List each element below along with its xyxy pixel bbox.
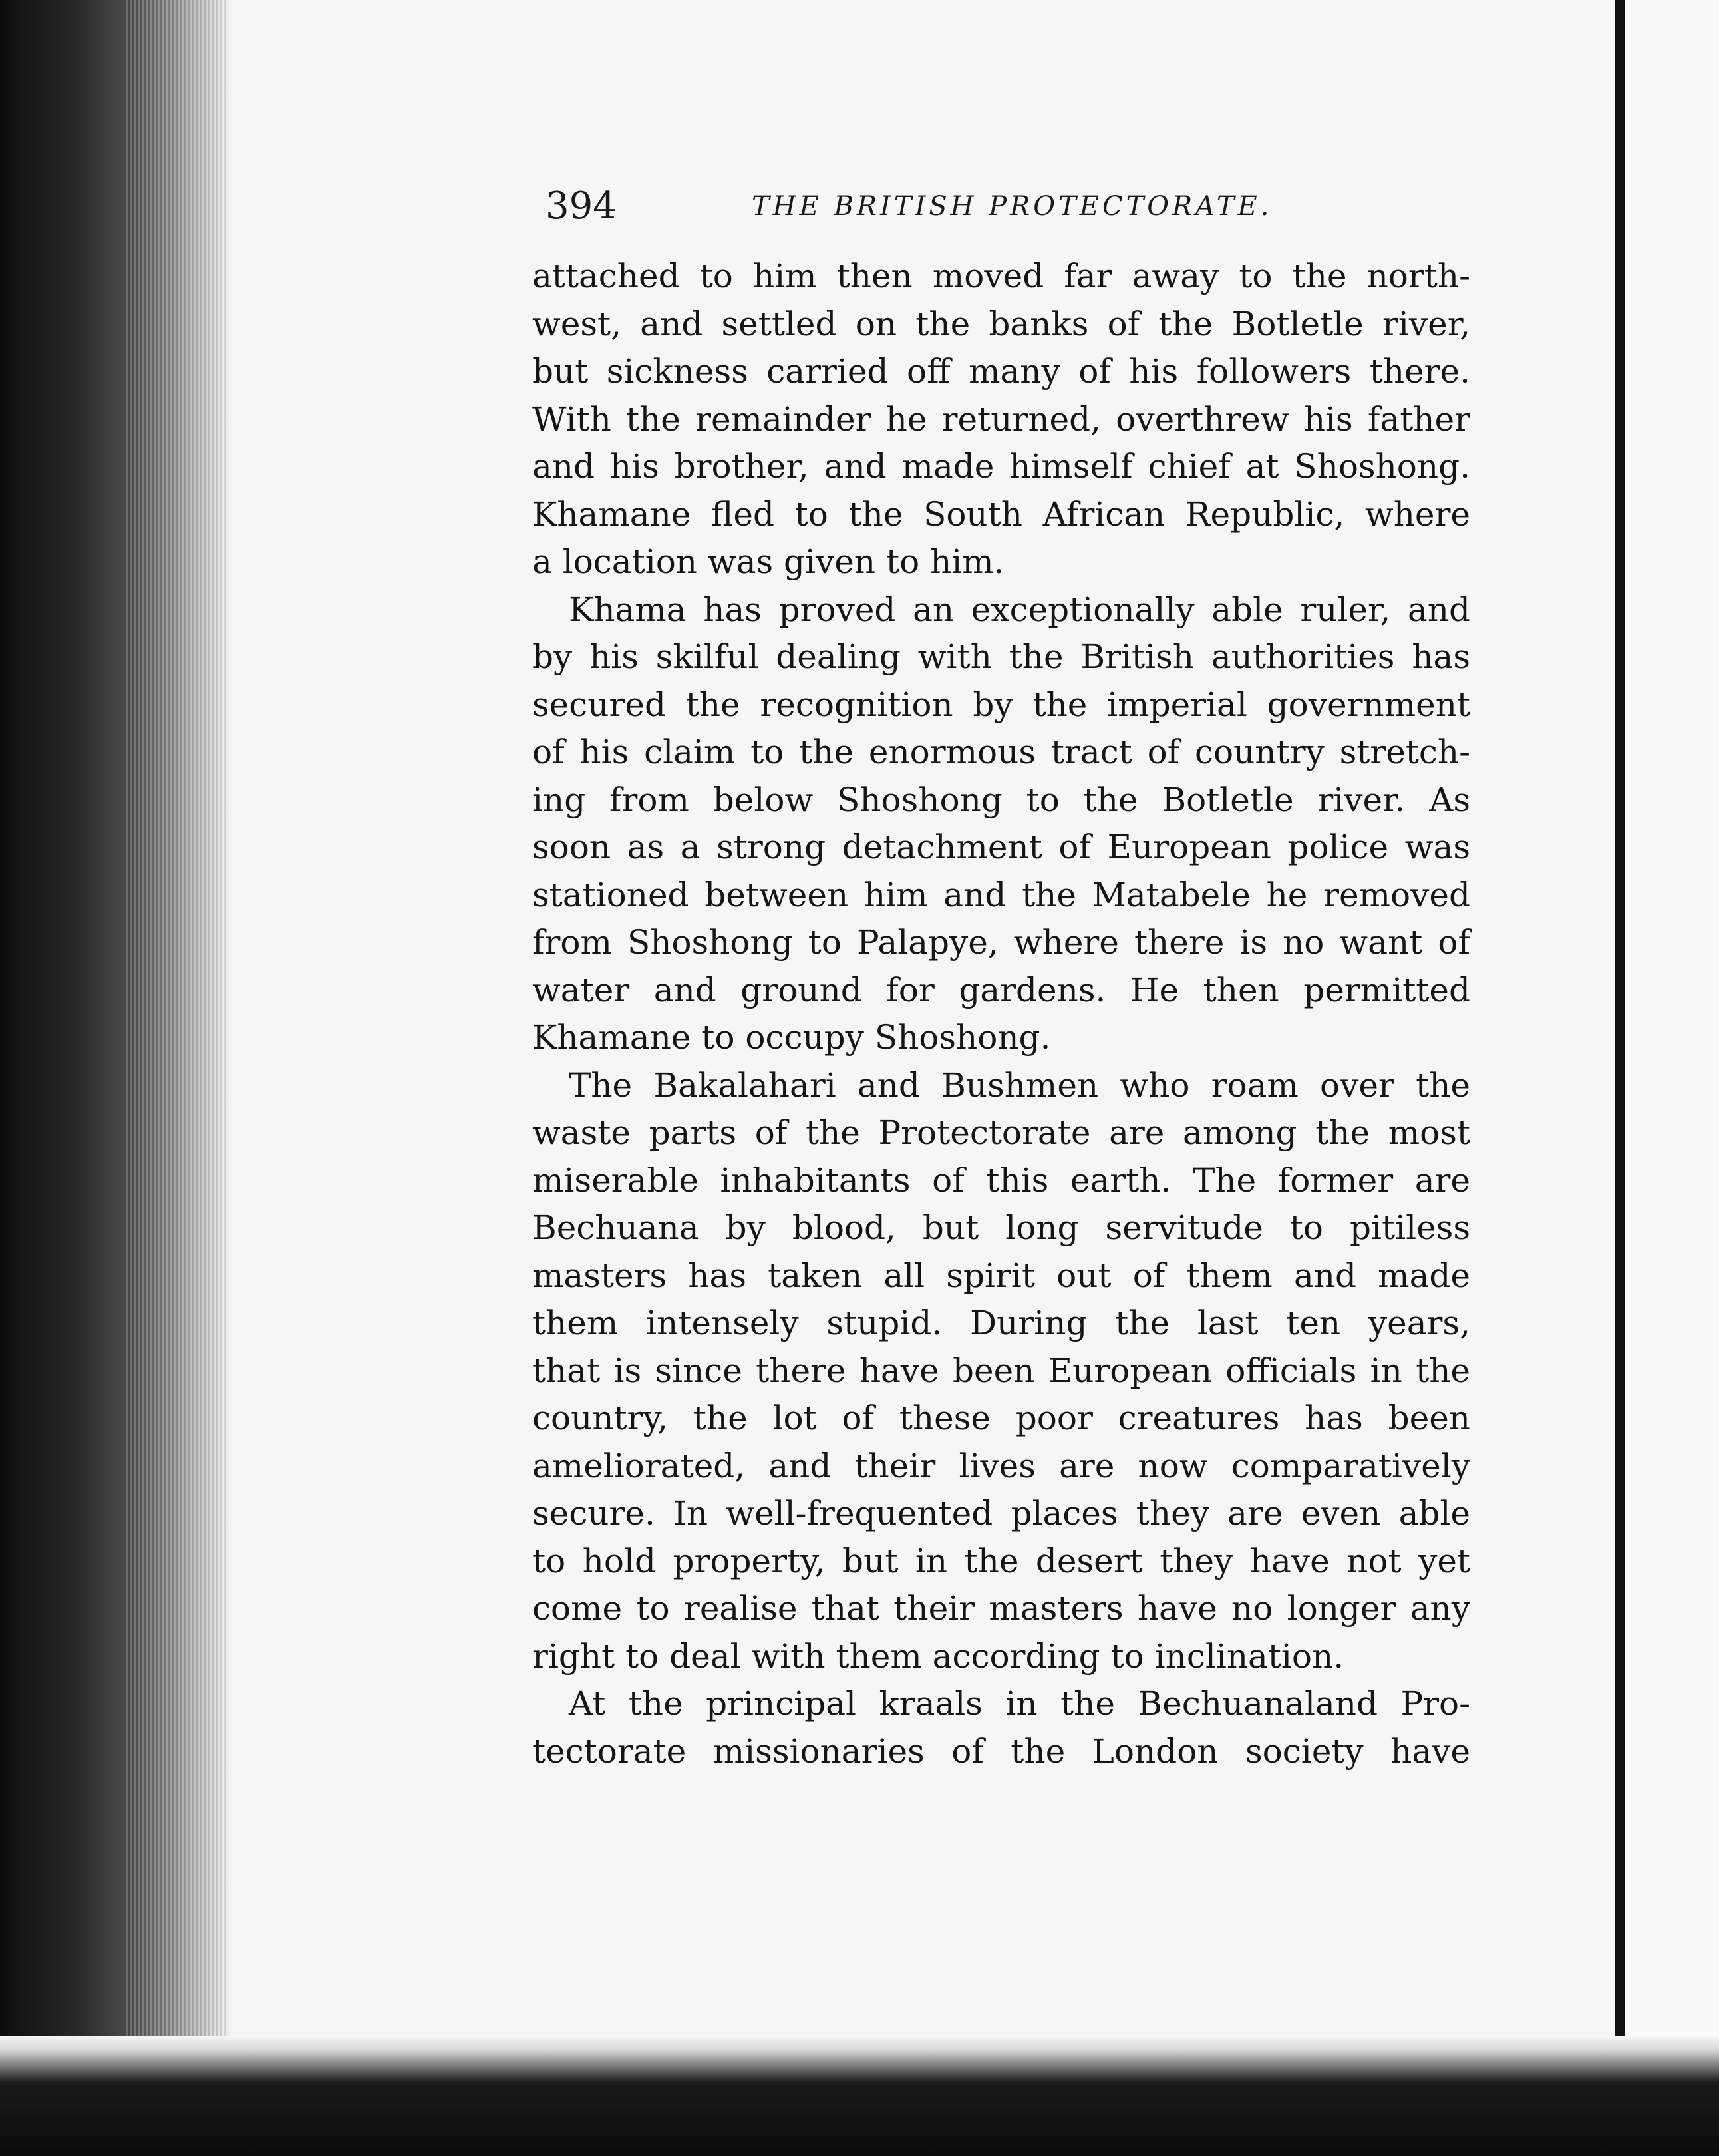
- paragraph: [532, 253, 1470, 586]
- text-line: Bechuana by blood, but long servitude to pitiless: [532, 1208, 1470, 1247]
- paragraph: [532, 1680, 1470, 1775]
- text-line: ameliorated, and their lives are now comparatively: [532, 1446, 1470, 1485]
- text-line: water and ground for gardens. He then permitted: [532, 970, 1470, 1009]
- bottom-scan-edge: [0, 2036, 1719, 2156]
- text-line: and his brother, and made himself chief at Shoshong.: [532, 447, 1470, 486]
- text-line: west, and settled on the banks of the Botletle river,: [532, 304, 1470, 343]
- right-edge-rule: [1615, 0, 1625, 2043]
- body-text: [532, 253, 1470, 1775]
- text-line: Khama has proved an exceptionally able ruler, and: [569, 590, 1470, 629]
- text-line: masters has taken all spirit out of them and made: [532, 1256, 1470, 1295]
- text-line: ing from below Shoshong to the Botletle river. As: [532, 780, 1470, 819]
- running-title: THE BRITISH PROTECTORATE.: [752, 191, 1273, 222]
- text-line: Khamane fled to the South African Republic, where: [532, 494, 1470, 534]
- text-line: soon as a strong detachment of European police was: [532, 828, 1470, 866]
- text-line: a location was given to him.: [532, 542, 1005, 581]
- text-line: miserable inhabitants of this earth. The former are: [532, 1161, 1470, 1200]
- page-header: [546, 180, 1450, 233]
- text-line: tectorate missionaries of the London society have: [532, 1731, 1470, 1771]
- text-line: waste parts of the Protectorate are among the most: [532, 1113, 1470, 1152]
- text-line: of his claim to the enormous tract of country stretch-: [532, 733, 1470, 771]
- text-line: stationed between him and the Matabele he removed: [532, 875, 1470, 914]
- text-line: them intensely stupid. During the last ten years,: [532, 1304, 1470, 1342]
- text-line: attached to him then moved far away to the north-: [532, 257, 1470, 295]
- text-line: from Shoshong to Palapye, where there is no want of: [532, 923, 1470, 962]
- paragraph: [532, 1062, 1470, 1681]
- text-line: by his skilful dealing with the British authorities has: [532, 637, 1470, 676]
- text-line: that is since there have been European officials in the: [532, 1351, 1470, 1390]
- text-line: The Bakalahari and Bushmen who roam over the: [569, 1065, 1470, 1105]
- text-line: secured the recognition by the imperial government: [532, 685, 1470, 724]
- text-line: With the remainder he returned, overthrew his father: [532, 399, 1470, 439]
- right-margin: [1625, 0, 1719, 2043]
- text-line: At the principal kraals in the Bechuanaland Pro-: [569, 1684, 1470, 1723]
- text-line: to hold property, but in the desert they have not yet: [532, 1541, 1470, 1580]
- page-number: 394: [546, 184, 617, 228]
- text-line: Khamane to occupy Shoshong.: [532, 1018, 1051, 1057]
- paragraph: [532, 586, 1470, 1062]
- text-line: right to deal with them according to inclination.: [532, 1636, 1344, 1676]
- page-stack-lines: [126, 0, 226, 2156]
- text-line: come to realise that their masters have no longer any: [532, 1589, 1470, 1628]
- text-line: secure. In well-frequented places they are even able: [532, 1494, 1470, 1532]
- text-line: but sickness carried off many of his followers there.: [532, 352, 1470, 391]
- text-line: country, the lot of these poor creatures has been: [532, 1399, 1470, 1437]
